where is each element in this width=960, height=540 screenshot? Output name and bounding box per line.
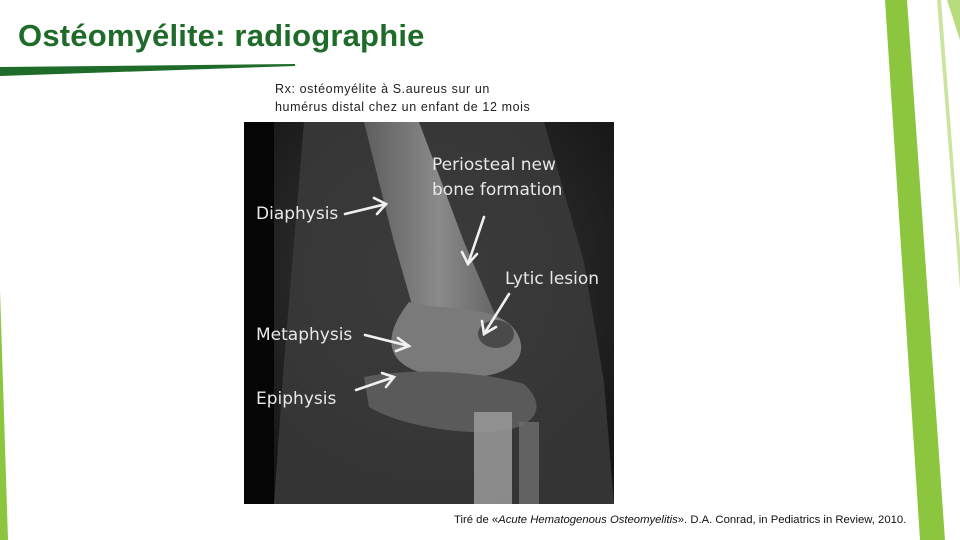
label-diaphysis: Diaphysis <box>256 204 339 224</box>
source-credit <box>454 514 906 526</box>
left-decorative-band <box>0 0 30 540</box>
slide-title: Ostéomyélite: radiographie <box>18 18 425 53</box>
label-lytic-lesion: Lytic lesion <box>505 269 600 289</box>
title-underline <box>0 64 295 76</box>
credit-prefix: Tiré de « <box>454 514 499 526</box>
label-periosteal <box>432 153 562 203</box>
caption-line-2: humérus distal chez un enfant de 12 mois <box>275 100 531 114</box>
label-epiphysis: Epiphysis <box>256 389 337 409</box>
label-metaphysis: Metaphysis <box>256 325 353 345</box>
right-decorative-band <box>885 0 960 540</box>
label-periosteal-line-2: bone formation <box>432 180 563 200</box>
credit-suffix: ». D.A. Conrad, in Pediatrics in Review, 2010. <box>677 514 907 526</box>
caption-line-1: Rx: ostéomyélite à S.aureus sur un <box>275 82 490 96</box>
credit-work-title: Acute Hematogenous Osteomyelitis <box>498 514 678 526</box>
image-caption <box>275 80 615 116</box>
label-periosteal-line-1: Periosteal new <box>432 155 556 175</box>
xray-image <box>244 122 614 504</box>
